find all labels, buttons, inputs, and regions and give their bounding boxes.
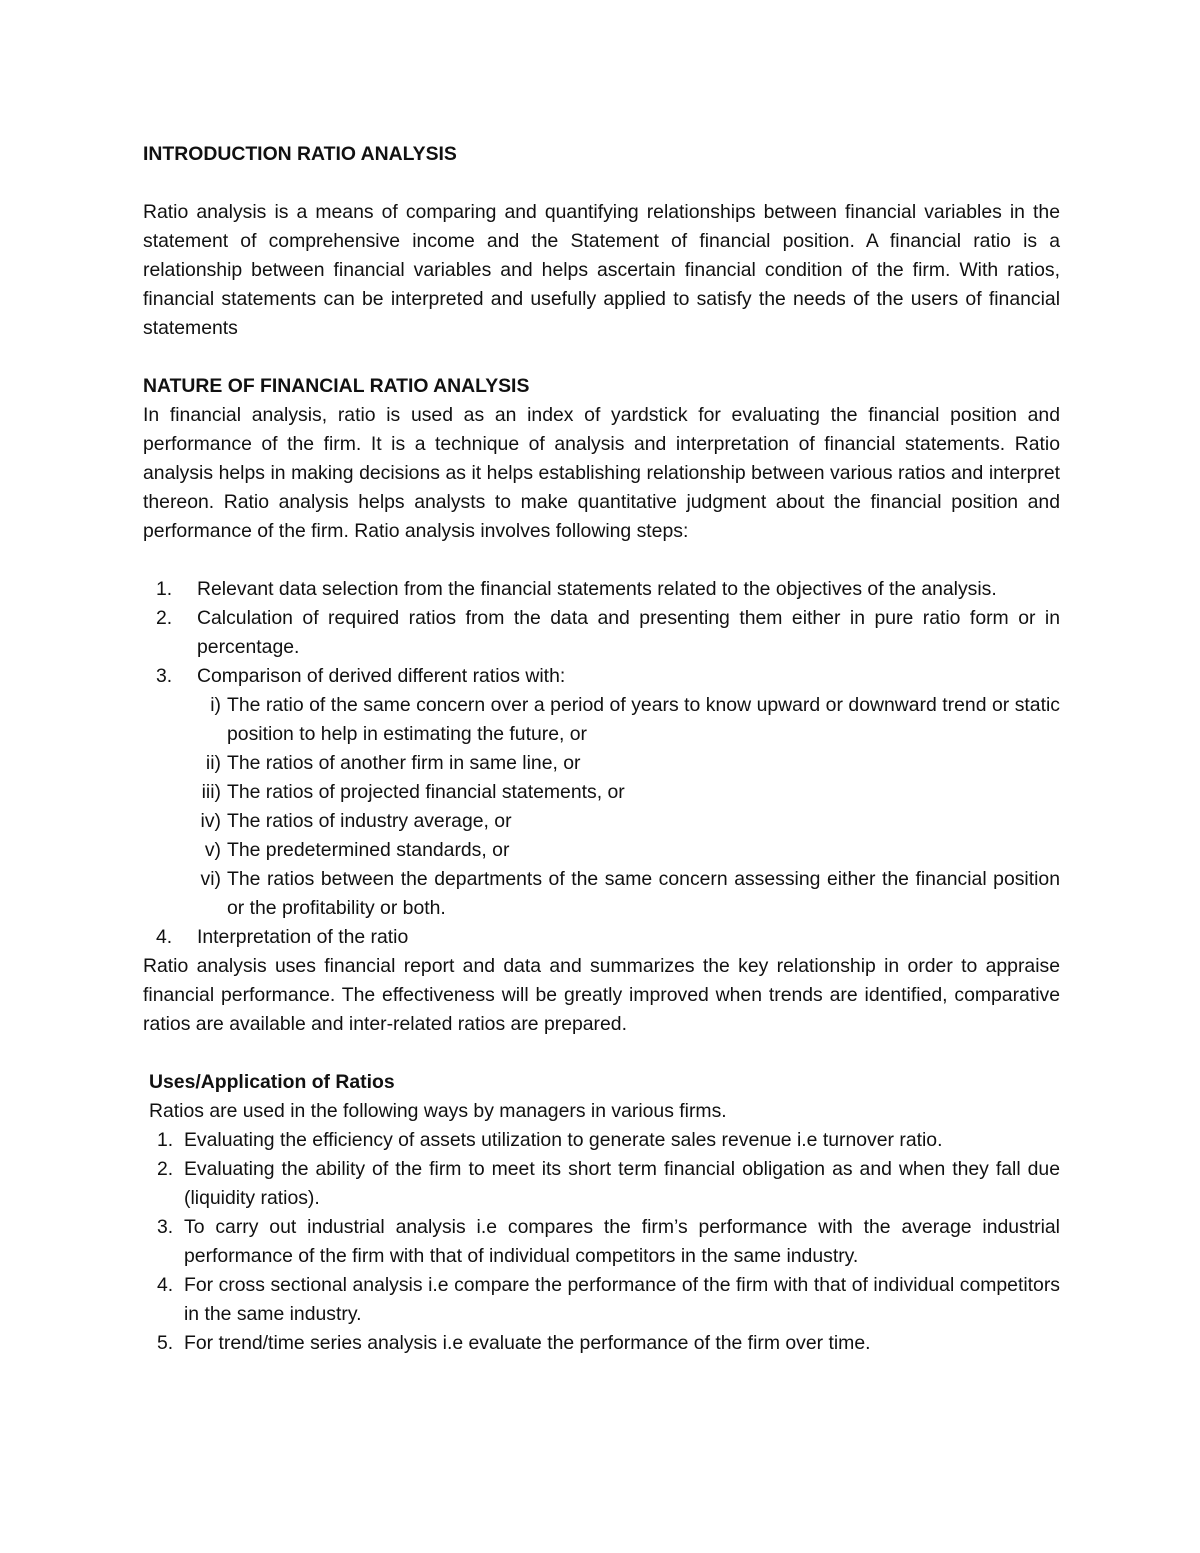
list-item [143,575,1060,604]
sub-list-number: iv) [200,810,221,832]
sub-list-number: ii) [205,752,221,774]
list-number: 5. [157,1332,174,1354]
sub-list-number: i) [210,694,221,716]
uses-list [143,1126,1060,1358]
sub-list-item [197,836,1060,865]
sub-list-text: The ratios of industry average, or [227,810,512,832]
list-item [143,1155,1060,1213]
list-number: 4. [157,1274,174,1296]
document-page [143,140,1060,1358]
sub-list-item [197,749,1060,778]
nature-closing-paragraph: Ratio analysis uses financial report and data and summarizes the key relationship in order to appraise financial performance. The effectiveness will be greatly improved when trends are identified, comparative ratios are available and inter-related ratios are prepared. [143,955,1060,1035]
list-item [143,1213,1060,1271]
sub-list-item [197,807,1060,836]
list-item [143,1329,1060,1358]
sub-list-text: The ratios between the departments of the same concern assessing either the financial position or the profitability or both. [227,868,1060,919]
uses-heading: Uses/Application of Ratios [149,1071,395,1093]
sub-list-number: v) [204,839,221,861]
list-number: 3. [157,1216,174,1238]
intro-paragraph: Ratio analysis is a means of comparing and quantifying relationships between financial variables in the statement of comprehensive income and the Statement of financial position. A financial ratio is a relationship between financial variables and helps ascertain financial condition of the firm. With ratios, financial statements can be interpreted and usefully applied to satisfy the needs of the users of financial statements [143,201,1060,339]
list-text: For trend/time series analysis i.e evaluate the performance of the firm over time. [184,1332,871,1354]
uses-intro: Ratios are used in the following ways by managers in various firms. [149,1100,727,1122]
list-text: Evaluating the efficiency of assets utilization to generate sales revenue i.e turnover ratio. [184,1129,943,1151]
nature-paragraph: In financial analysis, ratio is used as an index of yardstick for evaluating the financial position and performance of the firm. It is a technique of analysis and interpretation of financial statements. Ratio analysis helps in making decisions as it helps establishing relationship between various ratios and interpret thereon. Ratio analysis helps analysts to make quantitative judgment about the financial position and performance of the firm. Ratio analysis involves following steps: [143,404,1060,542]
list-text: Calculation of required ratios from the data and presenting them either in pure ratio form or in percentage. [197,607,1060,658]
list-number: 4. [156,926,173,948]
list-number: 3. [156,665,173,687]
sub-list-number: iii) [201,781,221,803]
intro-heading: INTRODUCTION RATIO ANALYSIS [143,143,457,165]
list-text: Evaluating the ability of the firm to meet its short term financial obligation as and when they fall due (liquidity ratios). [184,1158,1060,1209]
sub-list [197,691,1060,923]
list-number: 1. [156,578,173,600]
steps-list [143,575,1060,952]
sub-list-number: vi) [200,868,221,890]
list-item [143,1271,1060,1329]
sub-list-item [197,865,1060,923]
list-item [143,662,1060,923]
sub-list-text: The ratios of another firm in same line, or [227,752,581,774]
list-text: Comparison of derived different ratios with: [197,665,566,687]
list-text: Interpretation of the ratio [197,926,409,948]
list-number: 2. [157,1158,174,1180]
sub-list-text: The ratio of the same concern over a period of years to know upward or downward trend or static position to help in estimating the future, or [227,694,1060,745]
list-item [143,1126,1060,1155]
nature-heading: NATURE OF FINANCIAL RATIO ANALYSIS [143,375,530,397]
sub-list-text: The predetermined standards, or [227,839,510,861]
list-item [143,923,1060,952]
sub-list-item [197,691,1060,749]
list-number: 1. [157,1129,174,1151]
list-item [143,604,1060,662]
list-text: To carry out industrial analysis i.e compares the firm’s performance with the average industrial performance of the firm with that of individual competitors in the same industry. [184,1216,1060,1267]
sub-list-text: The ratios of projected financial statements, or [227,781,625,803]
list-text: Relevant data selection from the financial statements related to the objectives of the analysis. [197,578,997,600]
list-number: 2. [156,607,173,629]
sub-list-item [197,778,1060,807]
list-text: For cross sectional analysis i.e compare the performance of the firm with that of individual competitors in the same industry. [184,1274,1060,1325]
